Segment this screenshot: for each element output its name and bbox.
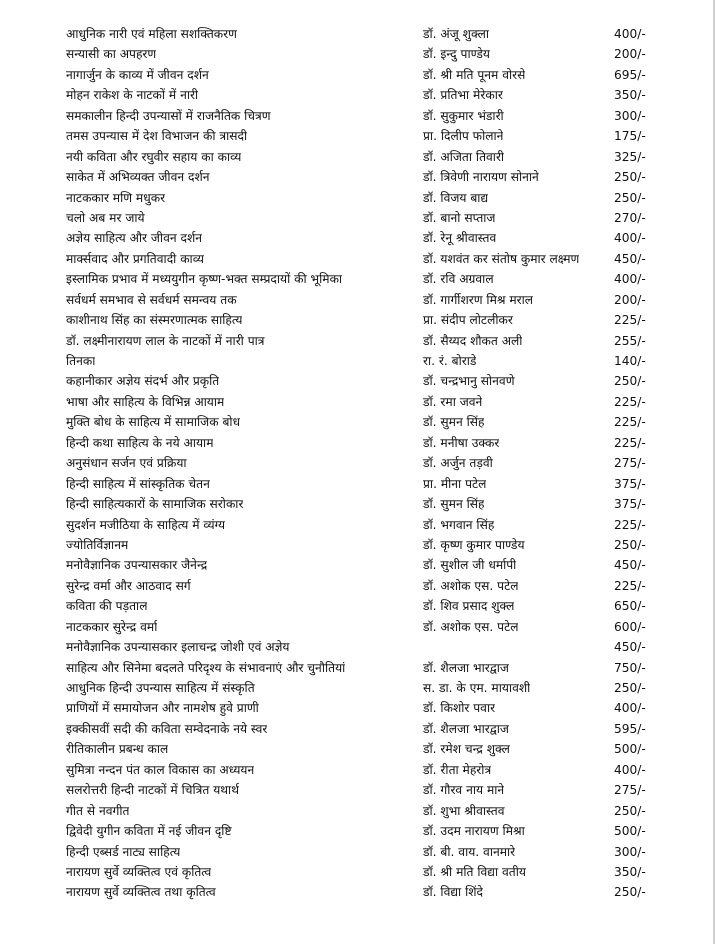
book-author: डॉ. उदम नारायण मिश्रा — [423, 824, 525, 839]
book-row — [0, 147, 715, 167]
book-row — [0, 24, 715, 44]
book-row — [0, 719, 715, 739]
book-price: 500/- — [614, 742, 646, 757]
book-author: डॉ. इन्दु पाण्डेय — [423, 47, 490, 62]
book-author: डॉ. सुमन सिंह — [423, 497, 485, 512]
book-row — [0, 842, 715, 862]
book-author: डॉ. अशोक एस. पटेल — [423, 578, 519, 593]
book-price: 350/- — [614, 864, 646, 879]
book-list — [0, 24, 715, 903]
book-title: समकालीन हिन्दी उपन्यासों में राजनैतिक चित्रण — [66, 108, 271, 123]
book-row — [0, 351, 715, 371]
book-price: 250/- — [614, 537, 646, 552]
book-price: 500/- — [614, 824, 646, 839]
book-title: सलरोत्तरी हिन्दी नाटकों में चित्रित यथार्थ — [66, 783, 239, 798]
book-price: 275/- — [614, 456, 646, 471]
book-title: सर्वधर्म समभाव से सर्वधर्म समन्वय तक — [66, 292, 237, 307]
book-title: चलो अब मर जाये — [66, 210, 145, 225]
book-price: 750/- — [614, 660, 646, 675]
book-title: इस्लामिक प्रभाव में मध्ययुगीन कृष्ण-भक्त सम्प्रदायों की भूमिका — [66, 272, 343, 287]
book-row — [0, 44, 715, 64]
book-title: इक्कीसवीं सदी की कविता सम्वेदनाके नये स्वर — [66, 721, 268, 736]
book-author: डॉ. अंजू शुक्ला — [423, 27, 490, 41]
book-price: 450/- — [614, 558, 646, 573]
book-row — [0, 453, 715, 473]
book-author: डॉ. अशोक एस. पटेल — [423, 619, 519, 634]
book-price: 400/- — [614, 762, 646, 777]
book-author: डॉ. त्रिवेणी नारायण सोनाने — [423, 170, 539, 185]
book-title: गीत से नवगीत — [66, 803, 130, 818]
book-row — [0, 637, 715, 657]
book-price: 600/- — [614, 619, 646, 634]
book-author: डॉ. रमेश चन्द्र शुक्ल — [423, 742, 510, 757]
book-row — [0, 433, 715, 453]
book-row — [0, 310, 715, 330]
book-title: मार्क्सवाद और प्रगतिवादी काव्य — [66, 251, 204, 266]
book-row — [0, 85, 715, 105]
book-title: साकेत में अभिव्यक्त जीवन दर्शन — [66, 170, 210, 185]
book-row — [0, 617, 715, 637]
book-row — [0, 208, 715, 228]
book-author: डॉ. रवि अग्रवाल — [423, 272, 494, 287]
book-title: अनुसंधान सर्जन एवं प्रक्रिया — [66, 456, 187, 471]
book-author: रा. रं. बोराडे — [423, 354, 477, 368]
book-price: 200/- — [614, 47, 646, 62]
book-price: 650/- — [614, 599, 646, 614]
book-price: 350/- — [614, 88, 646, 103]
book-price: 250/- — [614, 681, 646, 695]
book-title: साहित्य और सिनेमा बदलते परिदृश्य के संभावनाएं और चुनौतियां — [66, 660, 346, 675]
book-author: डॉ. भगवान सिंह — [423, 517, 495, 532]
book-price: 400/- — [614, 272, 646, 287]
book-price: 140/- — [614, 354, 646, 368]
book-row — [0, 126, 715, 146]
book-row — [0, 228, 715, 248]
book-title: नाटककार मणि मधुकर — [66, 190, 166, 205]
book-row — [0, 249, 715, 269]
book-price: 275/- — [614, 783, 646, 798]
book-price: 450/- — [614, 640, 646, 655]
book-title: आधुनिक हिन्दी उपन्यास साहित्य में संस्कृति — [66, 681, 255, 695]
book-author: डॉ. सुकुमार भंडारी — [423, 108, 504, 123]
book-author: प्रा. संदीप लोटलीकर — [423, 313, 513, 328]
book-author: डॉ. सुमन सिंह — [423, 415, 485, 430]
book-row — [0, 515, 715, 535]
book-title: तिनका — [66, 354, 96, 368]
book-author: डॉ. विजय बाद्य — [423, 190, 489, 205]
book-author: प्रा. दिलीप फोलाने — [423, 129, 504, 144]
book-author: डॉ. गौरव नाय माने — [423, 783, 505, 798]
book-title: नागार्जुन के काव्य में जीवन दर्शन — [66, 67, 209, 82]
book-row — [0, 678, 715, 698]
book-title: डॉ. लक्ष्मीनारायण लाल के नाटकों में नारी पात्र — [66, 333, 265, 348]
book-author: डॉ. विद्या शिंदे — [423, 885, 483, 900]
book-price: 300/- — [614, 108, 646, 123]
book-title: हिन्दी साहित्यकारों के सामाजिक सरोकार — [66, 497, 244, 512]
book-row — [0, 555, 715, 575]
book-title: मनोवैज्ञानिक उपन्यासकार जैनेन्द्र — [66, 558, 208, 573]
book-price: 695/- — [614, 67, 646, 82]
book-title: नारायण सुर्वे व्यक्तित्व तथा कृतित्व — [66, 885, 216, 900]
book-title: नारायण सुर्वे व्यक्तित्व एवं कृतित्व — [66, 864, 212, 879]
book-price: 175/- — [614, 129, 646, 144]
book-row — [0, 576, 715, 596]
book-author: डॉ. अजिता तिवारी — [423, 149, 505, 164]
book-title: तमस उपन्यास में देश विभाजन की त्रासदी — [66, 129, 248, 144]
book-author: डॉ. प्रतिभा मेरेकार — [423, 88, 503, 103]
book-author: डॉ. शुभा श्रीवास्तव — [423, 803, 505, 818]
book-price: 225/- — [614, 517, 646, 532]
book-price: 250/- — [614, 374, 646, 389]
book-price: 450/- — [614, 251, 646, 266]
book-row — [0, 474, 715, 494]
book-row — [0, 106, 715, 126]
book-price: 225/- — [614, 435, 646, 450]
book-author: डॉ. शैलजा भारद्वाज — [423, 660, 509, 675]
book-price: 400/- — [614, 231, 646, 246]
book-row — [0, 494, 715, 514]
book-author: डॉ. श्री मति विद्या वतीय — [423, 864, 526, 879]
book-price: 300/- — [614, 844, 646, 859]
book-row — [0, 801, 715, 821]
book-price: 255/- — [614, 333, 646, 348]
book-price: 250/- — [614, 190, 646, 205]
book-author: डॉ. यशवंत कर संतोष कुमार लक्ष्मण — [423, 251, 580, 266]
book-title: प्राणियों में समायोजन और नामशेष हुवे प्राणी — [66, 701, 259, 716]
book-author: डॉ. रीता मेहरोत्र — [423, 762, 492, 777]
book-title: हिन्दी एब्सर्ड नाट्य साहित्य — [66, 844, 181, 859]
book-author: डॉ. श्री मति पूनम वोरसे — [423, 67, 526, 82]
book-price: 250/- — [614, 885, 646, 900]
book-title: मुक्ति बोध के साहित्य में सामाजिक बोध — [66, 415, 241, 430]
book-row — [0, 739, 715, 759]
book-row — [0, 167, 715, 187]
book-title: सन्यासी का अपहरण — [66, 47, 157, 62]
book-price: 400/- — [614, 27, 646, 41]
book-title: हिन्दी कथा साहित्य के नये आयाम — [66, 435, 214, 450]
book-author: प्रा. मीना पटेल — [423, 476, 487, 491]
book-author: डॉ. बी. वाय. वानमारे — [423, 844, 516, 859]
book-row — [0, 596, 715, 616]
book-title: ज्योतिर्विज्ञानम — [66, 537, 129, 552]
book-price: 375/- — [614, 476, 646, 491]
book-author: डॉ. रेनू श्रीवास्तव — [423, 231, 497, 246]
book-price: 225/- — [614, 313, 646, 328]
book-row — [0, 331, 715, 351]
book-price: 400/- — [614, 701, 646, 716]
book-title: कहानीकार अज्ञेय संदर्भ और प्रकृति — [66, 374, 220, 389]
book-title: मनोवैज्ञानिक उपन्यासकार इलाचन्द्र जोशी एवं अज्ञेय — [66, 640, 290, 655]
book-row — [0, 65, 715, 85]
book-row — [0, 269, 715, 289]
book-title: काशीनाथ सिंह का संस्मरणात्मक साहित्य — [66, 313, 243, 328]
book-price: 250/- — [614, 803, 646, 818]
book-author: डॉ. गार्गीशरण मिश्र मराल — [423, 292, 534, 307]
book-price: 225/- — [614, 415, 646, 430]
book-title: अज्ञेय साहित्य और जीवन दर्शन — [66, 231, 203, 246]
book-price: 225/- — [614, 394, 646, 409]
book-author: डॉ. कृष्ण कुमार पाण्डेय — [423, 537, 525, 552]
book-row — [0, 862, 715, 882]
book-row — [0, 780, 715, 800]
book-row — [0, 392, 715, 412]
book-price: 270/- — [614, 210, 646, 225]
book-title: द्विवेदी युगीन कविता में नई जीवन दृष्टि — [66, 824, 232, 839]
book-title: नाटककार सुरेन्द्र वर्मा — [66, 619, 158, 634]
book-title: रीतिकालीन प्रबन्ध काल — [66, 742, 169, 757]
book-price: 250/- — [614, 170, 646, 185]
book-title: मोहन राकेश के नाटकों में नारी — [66, 88, 199, 103]
book-title: हिन्दी साहित्य में सांस्कृतिक चेतन — [66, 476, 210, 491]
book-row — [0, 882, 715, 902]
book-row — [0, 698, 715, 718]
book-row — [0, 290, 715, 310]
book-author: डॉ. सुशील जी धर्मापी — [423, 558, 517, 573]
book-author: स. डा. के एम. मायावशी — [423, 681, 531, 695]
book-price: 225/- — [614, 578, 646, 593]
book-row — [0, 821, 715, 841]
book-author: डॉ. शैलजा भारद्वाज — [423, 721, 509, 736]
book-title: कविता की पड़ताल — [66, 599, 148, 614]
book-author: डॉ. चन्द्रभानु सोनवणे — [423, 374, 515, 389]
book-title: सुरेन्द्र वर्मा और आठवाद सर्ग — [66, 578, 191, 593]
book-author: डॉ. सैय्यद शौकत अली — [423, 333, 523, 348]
book-author: डॉ. अर्जुन तड़वी — [423, 456, 493, 471]
book-title: सुमित्रा नन्दन पंत काल विकास का अध्ययन — [66, 762, 255, 777]
book-price: 325/- — [614, 149, 646, 164]
book-author: डॉ. शिव प्रसाद शुक्ल — [423, 599, 515, 614]
book-author: डॉ. बानो सप्ताज — [423, 210, 496, 225]
book-author: डॉ. किशोर पवार — [423, 701, 496, 716]
book-author: डॉ. मनीषा उक्कर — [423, 435, 500, 450]
book-price: 200/- — [614, 292, 646, 307]
book-row — [0, 371, 715, 391]
book-price: 375/- — [614, 497, 646, 512]
book-price: 595/- — [614, 721, 646, 736]
book-row — [0, 658, 715, 678]
book-title: भाषा और साहित्य के विभिन्न आयाम — [66, 394, 225, 409]
book-title: सुदर्शन मजीठिया के साहित्य में व्यंग्य — [66, 517, 226, 532]
book-title: आधुनिक नारी एवं महिला सशक्तिकरण — [66, 27, 237, 41]
book-row — [0, 535, 715, 555]
book-row — [0, 760, 715, 780]
book-author: डॉ. रमा जवने — [423, 394, 483, 409]
book-row — [0, 188, 715, 208]
book-title: नयी कविता और रघुवीर सहाय का काव्य — [66, 149, 242, 164]
book-row — [0, 412, 715, 432]
